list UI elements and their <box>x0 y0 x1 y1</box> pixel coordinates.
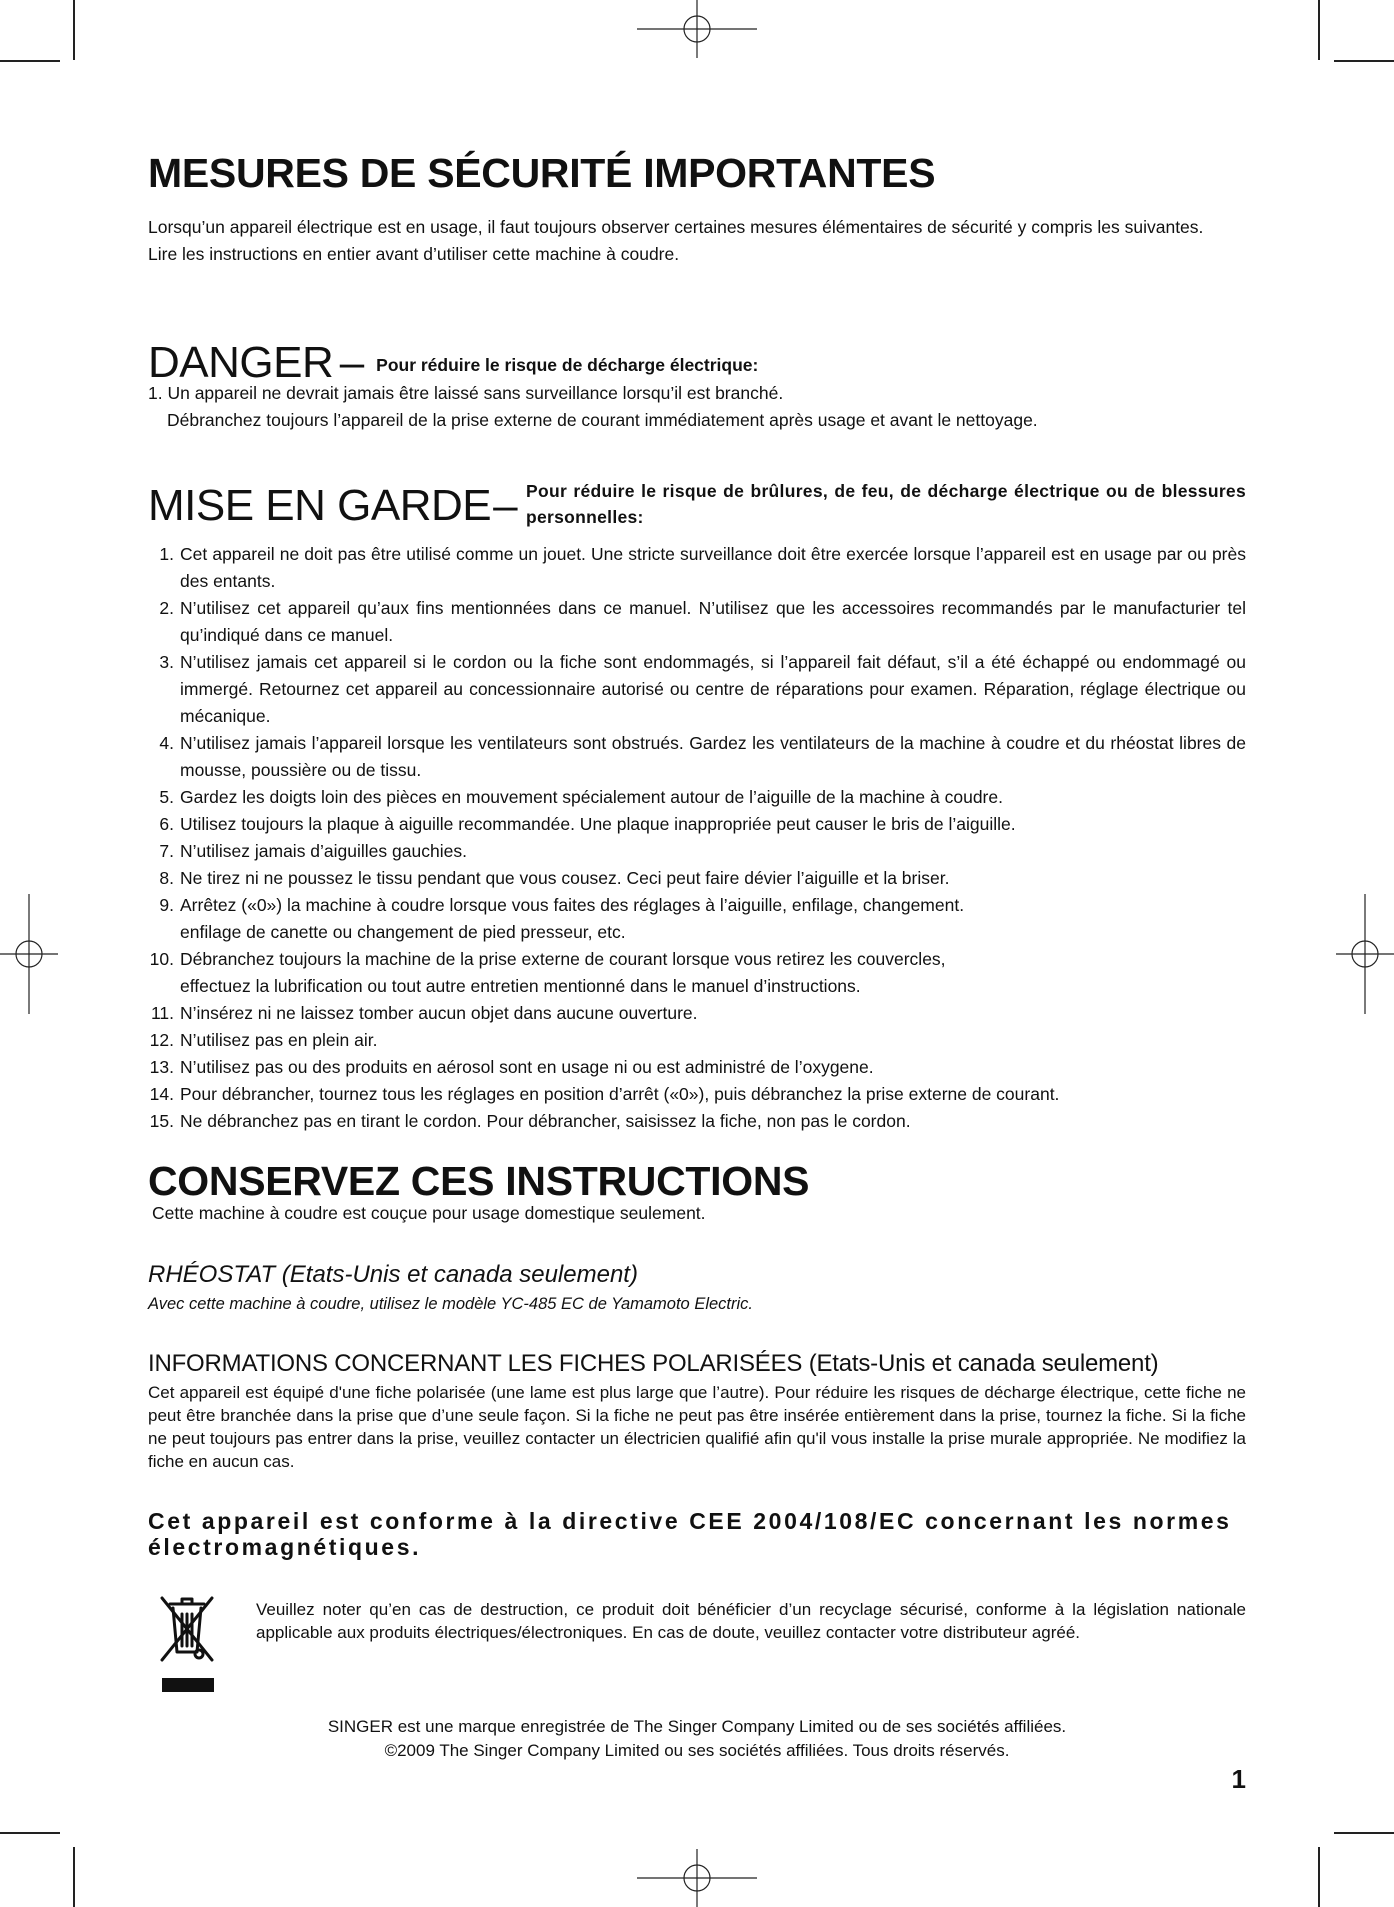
danger-heading: DANGER <box>148 338 334 387</box>
list-item: 10. Débranchez toujours la machine de la prise externe de courant lorsque vous retirez les couvercles, effectuez la lubrification ou tout autre entretien mentionné dans le manuel d’instructions. <box>149 949 946 996</box>
list-item: 5. Gardez les doigts loin des pièces en mouvement spécialement autour de l’aiguille de la machine à coudre. <box>159 787 1003 807</box>
polarized-text: Cet appareil est équipé d'une fiche polarisée (une lame est plus large que l’autre). Pour réduire les risques de décharge électrique, cette fiche ne peut être branchée dans la prise que d’une seule façon. Si la fiche ne peut pas être insérée entièrement dans la prise, tournez la fiche. Si la fiche ne peut toujours pas entrer dans la prise, veuillez contacter un électricien qualifié afin qu'il vous installe la prise murale appropriée. Ne modifiez la fiche en aucun cas. <box>148 1383 1246 1471</box>
main-title: MESURES DE SÉCURITÉ IMPORTANTES <box>148 150 936 196</box>
caution-dash: – <box>493 481 518 530</box>
recycling-icon-wrap <box>158 1592 216 1701</box>
list-item: 13. N’utilisez pas ou des produits en aérosol sont en usage ni ou est administré de l’oxygene. <box>149 1057 874 1077</box>
list-item: 1. Cet appareil ne doit pas être utilisé comme un jouet. Une stricte surveillance doit être exercée lorsque l’appareil est en usage par ou près des entants. <box>159 544 1246 591</box>
list-item: 11. N’insérez ni ne laissez tomber aucun objet dans aucune ouverture. <box>150 1003 698 1023</box>
list-item: 2. N’utilisez cet appareil qu’aux fins mentionnées dans ce manuel. N’utilisez que les accessoires recommandés par le manufacturier tel qu’indiqué dans ce manuel. <box>159 598 1246 645</box>
conserve-text: Cette machine à coudre est couçue pour usage domestique seulement. <box>152 1203 706 1223</box>
footer <box>148 1715 1246 1763</box>
danger-header <box>148 338 1246 387</box>
caution-heading-group <box>148 481 518 530</box>
list-item: 7. N’utilisez jamais d’aiguilles gauchies. <box>159 841 467 861</box>
list-item: 15. Ne débranchez pas en tirant le cordon. Pour débrancher, saisissez la fiche, non pas le cordon. <box>149 1111 911 1131</box>
list-item: 12. N’utilisez pas en plein air. <box>149 1030 378 1050</box>
caution-list <box>148 541 1246 1135</box>
list-item: 8. Ne tirez ni ne poussez le tissu pendant que vous cousez. Ceci peut faire dévier l’aiguille et la briser. <box>159 868 950 888</box>
list-item: 14. Pour débrancher, tournez tous les réglages en position d’arrêt («0»), puis débranchez la prise externe de courant. <box>149 1084 1060 1104</box>
danger-subtitle: Pour réduire le risque de décharge électrique: <box>376 355 759 375</box>
danger-dash: – <box>339 338 364 387</box>
footer-line: SINGER est une marque enregistrée de The Singer Company Limited ou de ses sociétés affiliées. <box>327 1717 1067 1736</box>
conserve-heading: CONSERVEZ CES INSTRUCTIONS <box>148 1158 810 1204</box>
danger-items <box>148 380 1246 434</box>
danger-item: 1. Un appareil ne devrait jamais être laissé sans surveillance lorsqu’il est branché. <box>148 383 784 403</box>
page-number: 1 <box>1231 1764 1246 1794</box>
danger-item: Débranchez toujours l’appareil de la prise externe de courant immédiatement après usage et avant le nettoyage. <box>167 410 1038 430</box>
caution-subtitle: Pour réduire le risque de brûlures, de feu, de décharge électrique ou de blessures personnelles: <box>526 481 1246 527</box>
rheostat-text: Avec cette machine à coudre, utilisez le modèle YC-485 EC de Yamamoto Electric. <box>148 1295 753 1313</box>
crossed-out-wheelie-bin-icon <box>158 1592 216 1696</box>
footer-line: ©2009 The Singer Company Limited ou ses sociétés affiliées. Tous droits réservés. <box>384 1741 1010 1760</box>
list-item: 6. Utilisez toujours la plaque à aiguille recommandée. Une plaque inappropriée peut causer le bris de l’aiguille. <box>159 814 1016 834</box>
intro-paragraph: Lorsqu’un appareil électrique est en usage, il faut toujours observer certaines mesures élémentaires de sécurité y compris les suivantes. <box>148 217 1204 237</box>
caution-heading: MISE EN GARDE <box>148 481 492 530</box>
polarized-heading: INFORMATIONS CONCERNANT LES FICHES POLARISÉES (Etats-Unis et canada seulement) <box>148 1350 1159 1377</box>
list-item: 9. Arrêtez («0») la machine à coudre lorsque vous faites des réglages à l’aiguille, enfilage, changement. enfilage de canette ou changement de pied presseur, etc. <box>159 895 965 942</box>
rheostat-heading: RHÉOSTAT (Etats-Unis et canada seulement) <box>148 1261 638 1288</box>
intro-text <box>148 214 1246 268</box>
recycling-text: Veuillez noter qu’en cas de destruction, ce produit doit bénéficier d’un recyclage sécurisé, conforme à la législation nationale applicable aux produits électriques/électroniques. En cas de doute, veuillez contacter votre distributeur agréé. <box>256 1600 1246 1642</box>
intro-paragraph: Lire les instructions en entier avant d’utiliser cette machine à coudre. <box>148 244 680 264</box>
list-item: 3. N’utilisez jamais cet appareil si le cordon ou la fiche sont endommagés, si l’appareil fait défaut, s’il a été échappé ou endommagé ou immergé. Retournez cet appareil au concessionnaire autorisé ou centre de réparations pour examen. Réparation, réglage électrique ou mécanique. <box>159 652 1246 726</box>
emc-statement: Cet appareil est conforme à la directive CEE 2004/108/EC concernant les normes électromagnétiques. <box>148 1508 1232 1560</box>
list-item: 4. N’utilisez jamais l’appareil lorsque les ventilateurs sont obstrués. Gardez les ventilateurs de la machine à coudre et du rhéostat libres de mousse, poussière ou de tissu. <box>159 733 1246 780</box>
